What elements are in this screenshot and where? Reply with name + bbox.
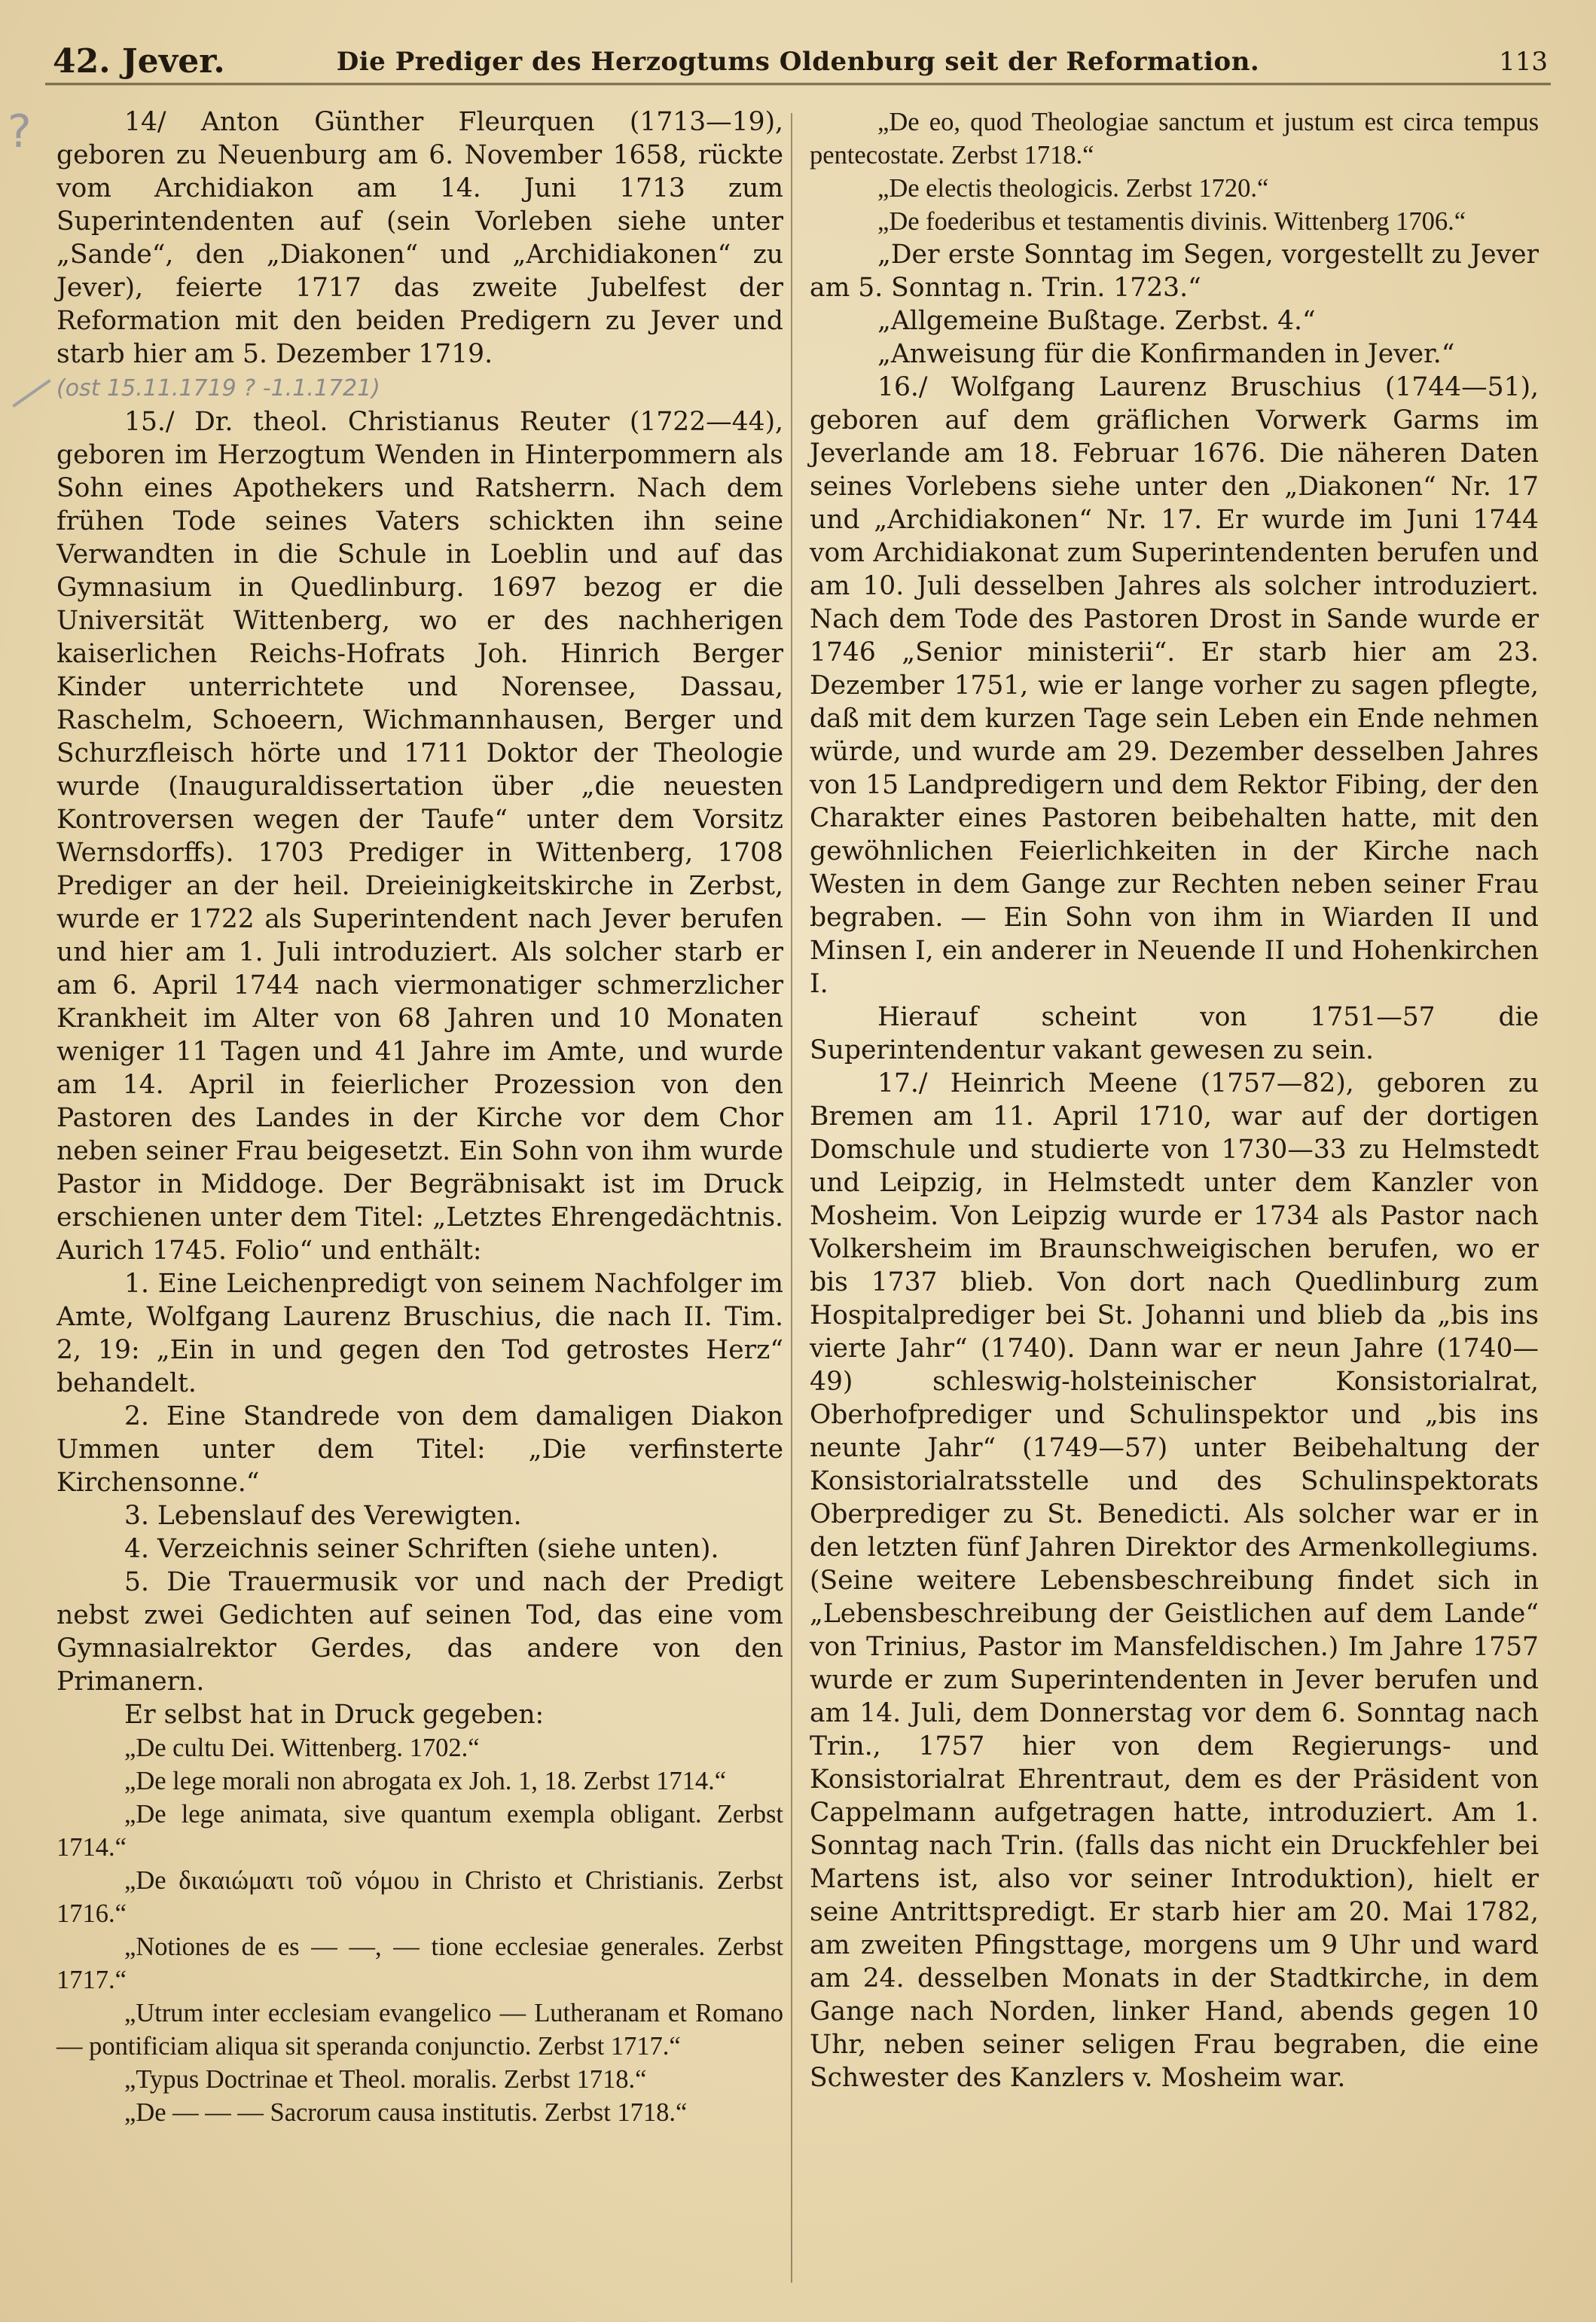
list-item: 5. Die Trauermusik vor und nach der Predigt nebst zwei Gedichten auf seinen Tod, das eine vom Gymnasialrektor Gerdes, das andere von den Primanern.: [56, 1567, 783, 1697]
header-book-title: Die Prediger des Herzogtums Oldenburg seit der Reformation.: [336, 47, 1260, 77]
work-title: „De lege animata, sive quantum exempla obligant. Zerbst 1714.“: [56, 1800, 783, 1862]
work-title: „De foederibus et testamentis divinis. Wittenberg 1706.“: [877, 207, 1466, 236]
work-title: „De — — — Sacrorum causa institutis. Zerbst 1718.“: [124, 2098, 688, 2127]
margin-pencil-stroke: [12, 379, 50, 408]
work-title: „Der erste Sonntag im Segen, vorgestellt zu Jever am 5. Sonntag n. Trin. 1723.“: [810, 240, 1539, 303]
work-title: „De lege morali non abrogata ex Joh. 1, 18. Zerbst 1714.“: [124, 1767, 727, 1795]
entry-15: 15./ Dr. theol. Christianus Reuter (1722—44), geboren im Herzogtum Wenden in Hinterpommern als Sohn eines Apothekers und Ratsherrn. Nach dem frühen Tode seines Vaters schickten ihn seine Verwandten in die Schule in Loeblin und auf das Gymnasium in Quedlinburg. 1697 bezog er die Universität Wittenberg, wo er des nachherigen kaiserlichen Reichs-Hofrats Joh. Hinrich Berger Kinder unterrichtete und Norensee, Dassau, Raschelm, Schoeern, Wichmannhausen, Berger und Schurzfleisch hörte und 1711 Doktor der Theologie wurde (Inauguraldissertation über „die neuesten Kontroversen wegen der Taufe“ unter dem Vorsitz Wernsdorffs). 1703 Prediger in Wittenberg, 1708 Prediger an der heil. Dreieinigkeitskirche in Zerbst, wurde er 1722 als Superintendent nach Jever berufen und hier am 1. Juli introduziert. Als solcher starb er am 6. April 1744 nach viermonatiger schmerzlicher Krankheit im Alter von 68 Jahren und 10 Monaten weniger 11 Tagen und 41 Jahre im Amte, und wurde am 14. April in feierlicher Prozession von den Pastoren des Landes in der Kirche vor dem Chor neben seiner Frau beigesetzt. Ein Sohn von ihm wurde Pastor in Middoge. Der Begräbnisakt ist im Druck erschienen unter dem Titel: „Letztes Ehrengedächtnis. Aurich 1745. Folio“ und enthält:: [56, 407, 783, 1266]
pencil-annotation: (ost 15.11.1719 ? -1.1.1721): [56, 375, 380, 402]
work-title: „Notiones de es — —, — tione ecclesiae generales. Zerbst 1717.“: [56, 1932, 783, 1994]
vacancy-note: Hierauf scheint von 1751—57 die Superintendentur vakant gewesen zu sein.: [810, 1002, 1539, 1065]
work-title: „Utrum inter ecclesiam evangelico — Lutheranam et Romano — pontificiam aliqua sit speranda conjunctio. Zerbst 1717.“: [56, 1999, 783, 2061]
running-header: [45, 38, 1551, 85]
margin-pencil-mark: ?: [8, 105, 32, 158]
work-title: „De cultu Dei. Wittenberg. 1702.“: [124, 1734, 480, 1762]
left-column: [56, 105, 783, 2129]
entry-14: 14/ Anton Günther Fleurquen (1713—19), geboren zu Neuenburg am 6. November 1658, rückte vom Archidiakon am 14. Juni 1713 zum Superintendenten auf (sein Vorleben siehe unter „Sande“, den „Diakonen“ und „Archidiakonen“ zu Jever), feierte 1717 das zweite Jubelfest der Reformation mit den beiden Predigern zu Jever und starb hier am 5. Dezember 1719.: [56, 107, 783, 369]
work-title: „De eo, quod Theologiae sanctum et justum est circa tempus pentecostate. Zerbst 1718.“: [810, 108, 1539, 170]
right-column: [810, 105, 1539, 2094]
work-title: „De δικαιώματι τοῦ νόμου in Christo et Christianis. Zerbst 1716.“: [56, 1866, 783, 1928]
list-item: 2. Eine Standrede von dem damaligen Diakon Ummen unter dem Titel: „Die verfinsterte Kirchensonne.“: [56, 1401, 783, 1498]
header-section-title: 42. Jever.: [53, 42, 225, 81]
work-title: „Typus Doctrinae et Theol. moralis. Zerbst 1718.“: [124, 2065, 647, 2094]
work-title: „Anweisung für die Konfirmanden in Jever.“: [877, 339, 1455, 369]
work-title: „Allgemeine Bußtage. Zerbst. 4.“: [877, 306, 1316, 336]
list-item: 3. Lebenslauf des Verewigten.: [124, 1501, 522, 1531]
work-title: „De electis theologicis. Zerbst 1720.“: [877, 174, 1269, 203]
list-item: 1. Eine Leichenpredigt von seinem Nachfolger im Amte, Wolfgang Laurenz Bruschius, die nach II. Tim. 2, 19: „Ein in und gegen den Tod getrostes Herz“ behandelt.: [56, 1269, 783, 1398]
page-number: 113: [1499, 47, 1548, 77]
list-item: 4. Verzeichnis seiner Schriften (siehe unten).: [124, 1534, 719, 1564]
entry-16: 16./ Wolfgang Laurenz Bruschius (1744—51), geboren auf dem gräflichen Vorwerk Garms im Jeverlande am 18. Februar 1676. Die näheren Daten seines Vorlebens siehe unter den „Diakonen“ Nr. 17 und „Archidiakonen“ Nr. 17. Er wurde im Juni 1744 vom Archidiakonat zum Superintendenten berufen und am 10. Juli desselben Jahres als solcher introduziert. Nach dem Tode des Pastoren Drost in Sande wurde er 1746 „Senior ministerii“. Er starb hier am 23. Dezember 1751, wie er lange vorher zu sagen pflegte, daß mit dem kurzen Tage sein Leben ein Ende nehmen würde, und wurde am 29. Dezember desselben Jahres von 15 Landpredigern und dem Rektor Fibing, der den Charakter eines Pastoren beibehalten hatte, mit den gewöhnlichen Feierlichkeiten in der Kirche nach Westen in dem Gange zur Rechten neben seiner Frau begraben. — Ein Sohn von ihm in Wiarden II und Minsen I, ein anderer in Neuende II und Hohenkirchen I.: [810, 372, 1539, 999]
works-intro: Er selbst hat in Druck gegeben:: [124, 1700, 545, 1730]
column-divider: [791, 113, 792, 2283]
entry-17: 17./ Heinrich Meene (1757—82), geboren zu Bremen am 11. April 1710, war auf der dortigen Domschule und studierte von 1730—33 zu Helmstedt und Leipzig, in Helmstedt unter dem Kanzler von Mosheim. Von Leipzig wurde er 1734 als Pastor nach Volkersheim im Braunschweigischen berufen, wo er bis 1737 blieb. Von dort nach Quedlinburg zum Hospitalprediger bei St. Johanni und blieb da „bis ins vierte Jahr“ (1740). Dann war er neun Jahre (1740—49) schleswig-holsteinischer Konsistorialrat, Oberhofprediger und Schulinspektor und „bis ins neunte Jahr“ (1749—57) unter Beibehaltung der Konsistorialratsstelle und des Schulinspektorats Oberprediger zu St. Benedicti. Als solcher war er in den letzten fünf Jahren Direktor des Armenkollegiums. (Seine weitere Lebensbeschreibung findet sich in „Lebensbeschreibung der Geistlichen auf dem Lande“ von Trinius, Pastor im Mansfeldischen.) Im Jahre 1757 wurde er zum Superintendenten in Jever berufen und am 14. Juli, dem Donnerstag vor dem 6. Sonntag nach Trin., 1757 hier von dem Regierungs- und Konsistorialrat Ehrentraut, dem es der Präsident von Cappelmann aufgetragen hatte, introduziert. Am 1. Sonntag nach Trin. (falls das nicht ein Druckfehler bei Martens ist, also vor seiner Introduktion), hielt er seine Antrittspredigt. Er starb hier am 20. Mai 1782, am zweiten Pfingsttage, morgens um 9 Uhr und ward am 24. desselben Monats in der Stadtkirche, in dem Gange nach Norden, linker Hand, abends gegen 10 Uhr, neben seiner seligen Frau begraben, die eine Schwester des Kanzlers v. Mosheim war.: [810, 1068, 1539, 2093]
